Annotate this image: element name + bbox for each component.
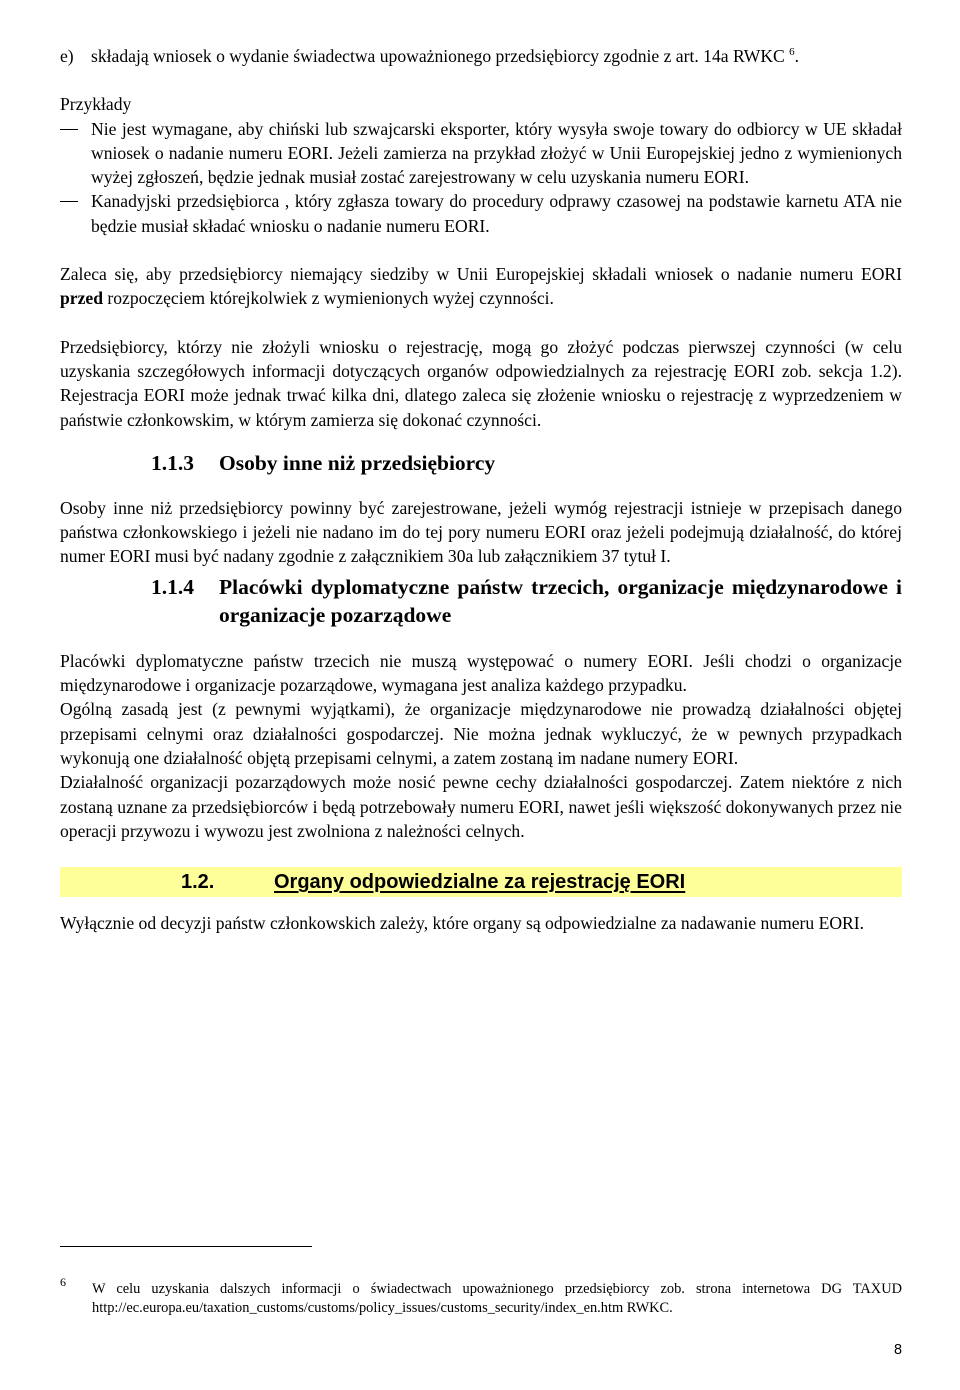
heading-title: Osoby inne niż przedsiębiorcy xyxy=(219,450,496,475)
list-label: e) xyxy=(60,46,74,66)
footnote-text: W celu uzyskania dalszych informacji o świadectwach upoważnionego przedsiębiorcy zob. strona internetowa DG TAXUD http://ec.europa.eu/taxation_customs/customs/policy_issues/customs_security/index_en.htm RWKC. xyxy=(92,1281,902,1316)
example-item: Kanadyjski przedsiębiorca , który zgłasza towary do procedury odprawy czasowej na podstawie karnetu ATA nie będzie musiał składać wniosku o nadanie numeru EORI. xyxy=(60,189,902,238)
emphasis: przed xyxy=(60,288,103,309)
heading-1-1-4 xyxy=(60,573,902,629)
heading-number: 1.1.4 xyxy=(151,574,194,599)
footnote xyxy=(60,1275,902,1317)
heading-1-2 xyxy=(60,867,902,897)
example-item: Nie jest wymagane, aby chiński lub szwajcarski eksporter, który wysyła swoje towary do odbiorcy w UE składał wniosek o nadanie numeru EORI. Jeżeli zamierza na przykład złożyć w Unii Europejskiej jedno z wymienionych wyżej zgłoszeń, będzie jednak musiał zostać zarejestrowany w celu uzyskania numeru EORI. xyxy=(60,117,902,190)
paragraph-1-2: Wyłącznie od decyzji państw członkowskich zależy, które organy są odpowiedzialne za nadawanie numeru EORI. xyxy=(60,913,865,934)
paragraph-1-1-4-c: Działalność organizacji pozarządowych może nosić pewne cechy działalności gospodarczej. Zatem niektóre z nich zostaną uznane za przedsiębiorców i będą potrzebowały numeru EORI, nawet jeśli większość dokonywanych przez nie operacji przywozu i wywozu jest zwolniona z należności celnych. xyxy=(60,772,902,841)
list-text: składają wniosek o wydanie świadectwa upoważnionego przedsiębiorcy zgodnie z art. 14a RWKC $^6$. xyxy=(91,46,800,66)
heading-title: Organy odpowiedzialne za rejestrację EORI xyxy=(274,871,686,894)
paragraph-unregistered: Przedsiębiorcy, którzy nie złożyli wniosku o rejestrację, mogą go złożyć podczas pierwszej czynności (w celu uzyskania szczegółowych informacji dotyczących organów odpowiedzialnych za rejestrację EORI zob. sekcja 1.2). Rejestracja EORI może jednak trwać kilka dni, dlatego zaleca się złożenie wniosku o rejestrację z wyprzedzeniem w państwie członkowskim, w którym zamierza się dokonać czynności. xyxy=(60,336,902,430)
dash-bullet xyxy=(60,189,91,238)
heading-number: 1.2. xyxy=(181,871,215,894)
heading-title: Placówki dyplomatyczne państw trzecich, organizacje międzynarodowe i organizacje pozarządowe xyxy=(219,574,902,627)
heading-1-1-3 xyxy=(60,449,902,477)
heading-number: 1.1.3 xyxy=(151,450,194,475)
list-item-e xyxy=(60,44,902,68)
paragraph-1-1-3: Osoby inne niż przedsiębiorcy powinny być zarejestrowane, jeżeli wymóg rejestracji istnieje w przepisach danego państwa członkowskiego i jeżeli nie nadano im do tej pory numeru EORI oraz jeżeli podejmują działalność, do której numer EORI musi być nadany zgodnie z załącznikiem 30a lub załącznikiem 37 tytuł I. xyxy=(60,497,902,567)
examples-title: Przykłady xyxy=(60,94,132,115)
document-page xyxy=(60,44,902,935)
dash-bullet xyxy=(60,117,91,190)
footnote-separator xyxy=(60,1246,312,1247)
footnote-mark: 6 xyxy=(60,1275,66,1289)
paragraph-1-1-4-a: Placówki dyplomatyczne państw trzecich nie muszą występować o numery EORI. Jeśli chodzi o organizacje międzynarodowe i organizacje pozarządowe, wymagana jest analiza każdego przypadku. xyxy=(60,650,902,696)
page-number: 8 xyxy=(893,1342,902,1358)
footnote-reference[interactable]: 6 xyxy=(789,46,795,59)
paragraph-1-1-4-b: Ogólną zasadą jest (z pewnymi wyjątkami), że organizacje międzynarodowe nie prowadzą działalności objętej przepisami celnymi oraz działalności gospodarczej. Nie można jednak wykluczyć, że w pewnych przypadkach wykonują one działalność objętą przepisami celnymi, a zatem zostaną im nadane numery EORI. xyxy=(60,699,902,768)
paragraph-recommendation: Zaleca się, aby przedsiębiorcy niemający siedziby w Unii Europejskiej składali wniosek o nadanie numeru EORI przed rozpoczęciem którejkolwiek z wymienionych wyżej czynności. xyxy=(60,264,902,309)
